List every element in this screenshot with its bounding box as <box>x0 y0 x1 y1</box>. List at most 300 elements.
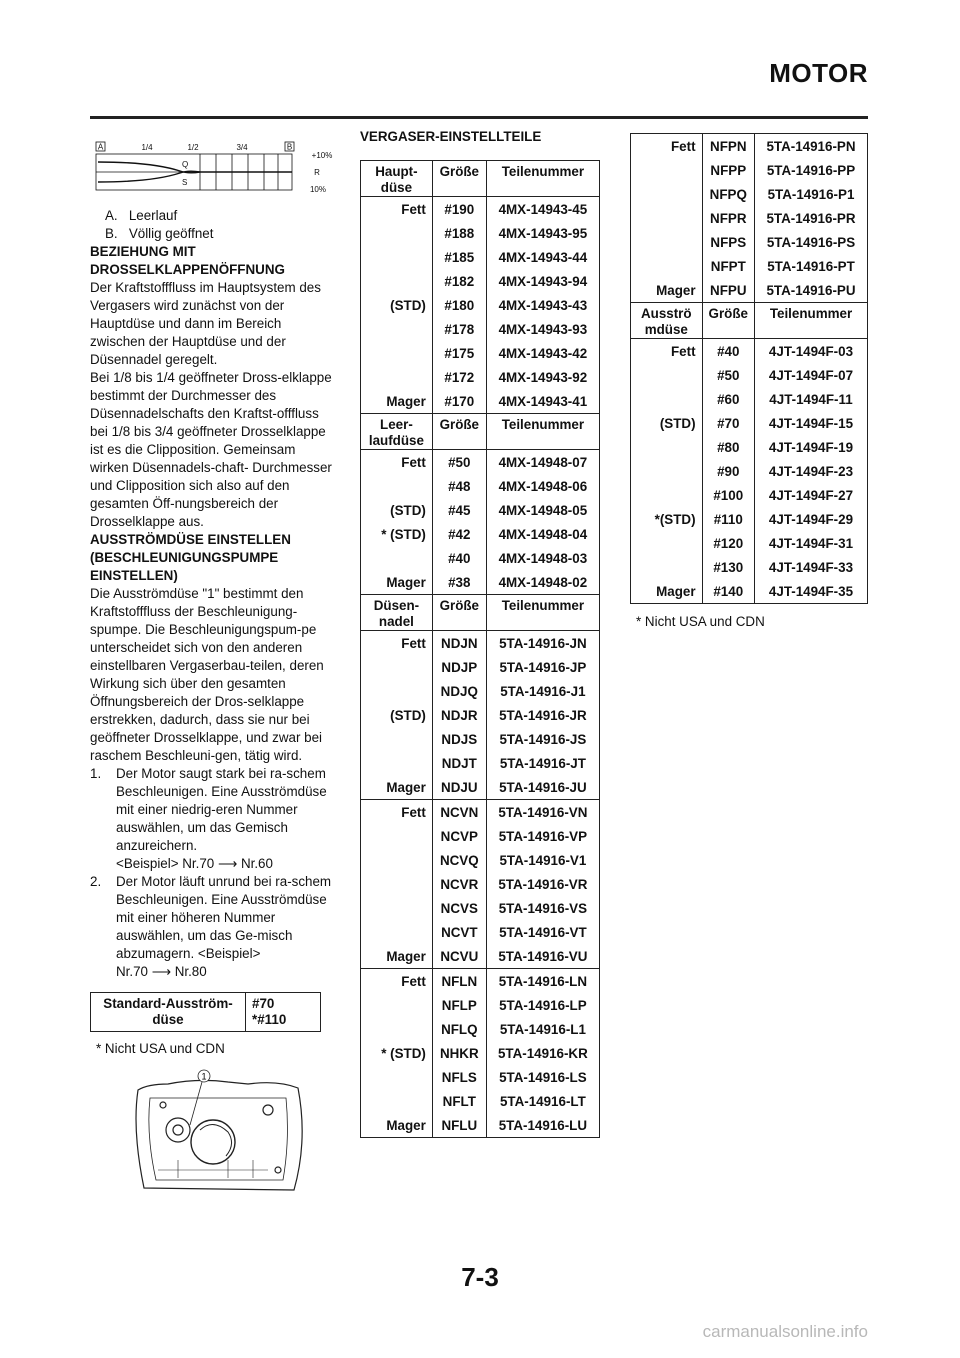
part-number-cell: 4JT-1494F-29 <box>754 507 867 531</box>
mixture-cell: Fett <box>361 450 433 475</box>
watermark: carmanualsonline.info <box>702 1322 868 1341</box>
part-number-cell: 5TA-14916-PS <box>754 230 867 254</box>
part-number-cell: 4MX-14948-05 <box>486 498 599 522</box>
part-number-cell: 4JT-1494F-23 <box>754 459 867 483</box>
callout-number: 1 <box>201 1071 207 1082</box>
header-cell: Größe <box>432 161 486 197</box>
table-header-row <box>361 595 600 631</box>
paragraph: Der Kraftstofffluss im Hauptsystem des Vergasers wird zunächst von der Hauptdüse und dann im Bereich zwischen der Hauptdüse und der Düsennadel geregelt. <box>90 280 321 367</box>
part-number-cell: 5TA-14916-PN <box>754 134 867 159</box>
header-cell: Teilenummer <box>486 161 599 197</box>
size-cell: NFPS <box>702 230 754 254</box>
table-row <box>361 993 600 1017</box>
table-row <box>361 751 600 775</box>
part-number-cell: 5TA-14916-LN <box>486 969 599 994</box>
example-text: <Beispiel> Nr.70 <box>116 856 215 871</box>
header-text: düse <box>380 180 413 195</box>
part-number-cell: 4JT-1494F-07 <box>754 363 867 387</box>
table-row <box>361 1065 600 1089</box>
mixture-cell <box>361 872 433 896</box>
mixture-cell <box>361 221 433 245</box>
table-row <box>361 546 600 570</box>
table-row <box>361 824 600 848</box>
table-row <box>631 387 868 411</box>
mixture-cell <box>361 546 433 570</box>
part-number-cell: 4MX-14948-06 <box>486 474 599 498</box>
header-cell <box>361 161 433 197</box>
size-cell: #60 <box>702 387 754 411</box>
table-row <box>361 293 600 317</box>
mixture-cell: (STD) <box>631 411 703 435</box>
jet-needle-rows <box>631 134 868 303</box>
part-number-cell: 4MX-14948-03 <box>486 546 599 570</box>
part-number-cell: 4MX-14943-42 <box>486 341 599 365</box>
list-text: Der Motor läuft unrund bei ra-schem Beschleunigen. Eine Ausströmdüse mit einer höheren Nummer auswählen, um das Ge-misch abzumagern. <Beispiel> <box>116 874 332 961</box>
part-number-cell: 5TA-14916-JP <box>486 655 599 679</box>
table-header-row <box>361 414 600 450</box>
size-cell: NFPN <box>702 134 754 159</box>
mixture-cell <box>631 483 703 507</box>
table-row <box>631 230 868 254</box>
header-text: laufdüse <box>368 433 424 448</box>
header-cell <box>361 414 433 450</box>
table-row <box>631 483 868 507</box>
mixture-cell <box>361 1089 433 1113</box>
tick-label: 3/4 <box>236 143 248 152</box>
part-number-cell: 5TA-14916-JN <box>486 631 599 656</box>
size-cell: #130 <box>702 555 754 579</box>
size-cell: NFLU <box>432 1113 486 1138</box>
page-header-title: MOTOR <box>769 58 868 88</box>
header-cell: Teilenummer <box>486 414 599 450</box>
list-number: 2. <box>90 874 102 889</box>
part-number-cell: 5TA-14916-V1 <box>486 848 599 872</box>
header-cell: Größe <box>702 303 754 339</box>
size-cell: NFLQ <box>432 1017 486 1041</box>
table-row <box>361 269 600 293</box>
cell-text: Standard-Ausström- <box>103 996 233 1011</box>
header-rule <box>90 116 868 119</box>
example-text: Nr.70 <box>116 964 149 979</box>
table-row <box>631 254 868 278</box>
size-cell: NDJS <box>432 727 486 751</box>
mixture-cell: *(STD) <box>631 507 703 531</box>
size-cell: NCVU <box>432 944 486 969</box>
mixture-cell <box>361 269 433 293</box>
example-text: Nr.80 <box>174 964 207 979</box>
size-cell: NFLN <box>432 969 486 994</box>
size-cell: NFLP <box>432 993 486 1017</box>
mixture-cell <box>631 206 703 230</box>
mixture-cell <box>631 531 703 555</box>
table-row <box>631 531 868 555</box>
list-number: 1. <box>90 766 102 781</box>
part-number-cell: 5TA-14916-JU <box>486 775 599 800</box>
heading-line: AUSSTRÖMDÜSE EINSTELLEN <box>90 532 291 547</box>
mixture-cell: Fett <box>361 197 433 222</box>
mixture-cell <box>631 230 703 254</box>
size-cell: NFLS <box>432 1065 486 1089</box>
plus-label: +10% <box>311 151 333 160</box>
header-cell <box>631 303 703 339</box>
table-row <box>361 570 600 595</box>
legend-item: A. Leerlauf <box>105 208 178 223</box>
table-row <box>631 459 868 483</box>
table-row <box>631 555 868 579</box>
table-row <box>631 158 868 182</box>
mixture-cell: Mager <box>631 579 703 604</box>
part-number-cell: 5TA-14916-JR <box>486 703 599 727</box>
cell-text: düse <box>152 1012 184 1027</box>
r-label: R <box>314 168 320 177</box>
size-cell: #185 <box>432 245 486 269</box>
size-cell: NDJR <box>432 703 486 727</box>
cell-text: #70 <box>252 996 275 1011</box>
carb-settings-table-continued <box>630 133 868 604</box>
size-cell: NCVT <box>432 920 486 944</box>
size-cell: #175 <box>432 341 486 365</box>
throttle-diagram <box>92 138 342 200</box>
mixture-cell <box>361 824 433 848</box>
table-row <box>361 800 600 825</box>
table-row <box>361 245 600 269</box>
mixture-cell: Fett <box>631 134 703 159</box>
header-cell: Größe <box>432 414 486 450</box>
part-number-cell: 4JT-1494F-31 <box>754 531 867 555</box>
part-number-cell: 5TA-14916-LT <box>486 1089 599 1113</box>
mixture-cell <box>361 993 433 1017</box>
part-number-cell: 4MX-14943-44 <box>486 245 599 269</box>
std-value-cell <box>246 993 321 1032</box>
standard-leak-jet-table <box>90 992 321 1032</box>
table-row <box>361 920 600 944</box>
part-number-cell: 5TA-14916-JS <box>486 727 599 751</box>
mixture-cell <box>361 245 433 269</box>
mixture-cell <box>361 655 433 679</box>
header-cell: Teilenummer <box>754 303 867 339</box>
size-cell: #178 <box>432 317 486 341</box>
table-row <box>361 474 600 498</box>
tick-label: 1/4 <box>141 143 153 152</box>
table-row <box>631 206 868 230</box>
size-cell: #170 <box>432 389 486 414</box>
table-row <box>361 317 600 341</box>
heading-line: EINSTELLEN) <box>90 568 178 583</box>
corner-a-label: A <box>97 142 104 152</box>
mixture-cell: Fett <box>361 800 433 825</box>
size-cell: NCVS <box>432 896 486 920</box>
size-cell: #100 <box>702 483 754 507</box>
part-number-cell: 5TA-14916-PU <box>754 278 867 303</box>
part-number-cell: 4MX-14943-92 <box>486 365 599 389</box>
size-cell: #188 <box>432 221 486 245</box>
table-row <box>361 389 600 414</box>
table-row <box>361 679 600 703</box>
mixture-cell: Fett <box>361 631 433 656</box>
table-row <box>631 579 868 604</box>
mixture-cell: Mager <box>361 1113 433 1138</box>
table-row <box>361 969 600 994</box>
size-cell: #80 <box>702 435 754 459</box>
part-number-cell: 5TA-14916-VR <box>486 872 599 896</box>
mixture-cell <box>361 474 433 498</box>
size-cell: #50 <box>432 450 486 475</box>
table-row <box>361 775 600 800</box>
header-text: Düsen- <box>373 598 420 613</box>
size-cell: NFLT <box>432 1089 486 1113</box>
part-number-cell: 5TA-14916-P1 <box>754 182 867 206</box>
mixture-cell: Mager <box>361 570 433 595</box>
part-number-cell: 5TA-14916-PR <box>754 206 867 230</box>
size-cell: NHKR <box>432 1041 486 1065</box>
table-row <box>361 703 600 727</box>
table-row <box>361 221 600 245</box>
size-cell: #50 <box>702 363 754 387</box>
mixture-cell: Mager <box>361 775 433 800</box>
heading-pump <box>90 531 335 585</box>
table-row <box>631 507 868 531</box>
table-row <box>631 363 868 387</box>
leak-jet-rows <box>631 339 868 604</box>
table-row <box>361 1041 600 1065</box>
corner-b-label: B <box>286 142 293 152</box>
table-row <box>361 1017 600 1041</box>
size-cell: NDJU <box>432 775 486 800</box>
part-number-cell: 4MX-14948-04 <box>486 522 599 546</box>
mixture-cell <box>631 459 703 483</box>
mixture-cell: Mager <box>631 278 703 303</box>
part-number-cell: 5TA-14916-LU <box>486 1113 599 1138</box>
size-cell: #172 <box>432 365 486 389</box>
mixture-cell <box>631 182 703 206</box>
part-number-cell: 5TA-14916-VU <box>486 944 599 969</box>
heading-line: DROSSELKLAPPENÖFFNUNG <box>90 262 285 277</box>
mixture-cell: (STD) <box>361 703 433 727</box>
table-row <box>361 727 600 751</box>
carb-settings-table <box>360 160 600 1138</box>
size-cell: #38 <box>432 570 486 595</box>
q-label: Q <box>182 160 189 169</box>
table-row <box>631 134 868 159</box>
arrow-right-icon: ⟶ <box>218 856 238 871</box>
part-number-cell: 4JT-1494F-15 <box>754 411 867 435</box>
header-cell: Größe <box>432 595 486 631</box>
part-number-cell: 4JT-1494F-35 <box>754 579 867 604</box>
footnote: * Nicht USA und CDN <box>636 614 765 629</box>
list-text: Der Motor saugt stark bei ra-schem Beschleunigen. Eine Ausströmdüse mit einer niedrig-eren Nummer auswählen, um das Gemisch anzureichern. <box>116 766 327 853</box>
header-text: Ausströ <box>640 306 692 321</box>
mixture-cell: Mager <box>361 944 433 969</box>
mixture-cell <box>361 1065 433 1089</box>
size-cell: #70 <box>702 411 754 435</box>
part-number-cell: 4JT-1494F-03 <box>754 339 867 364</box>
table-row <box>631 278 868 303</box>
size-cell: NDJP <box>432 655 486 679</box>
part-number-cell: 5TA-14916-VS <box>486 896 599 920</box>
part-number-cell: 5TA-14916-LS <box>486 1065 599 1089</box>
table-row <box>361 631 600 656</box>
part-number-cell: 5TA-14916-L1 <box>486 1017 599 1041</box>
size-cell: NDJN <box>432 631 486 656</box>
carb-settings-title: VERGASER-EINSTELLTEILE <box>360 129 542 144</box>
size-cell: #120 <box>702 531 754 555</box>
mixture-cell: Mager <box>361 389 433 414</box>
example-text: Nr.60 <box>240 856 273 871</box>
main-jet-rows <box>361 197 600 414</box>
mixture-cell: Fett <box>361 969 433 994</box>
heading-throttle <box>90 243 335 279</box>
header-text: Leer- <box>380 417 413 432</box>
legend-item: B. Völlig geöffnet <box>105 226 214 241</box>
size-cell: #40 <box>432 546 486 570</box>
part-number-cell: 5TA-14916-LP <box>486 993 599 1017</box>
size-cell: #140 <box>702 579 754 604</box>
mixture-cell <box>361 365 433 389</box>
mixture-cell <box>631 555 703 579</box>
size-cell: #182 <box>432 269 486 293</box>
size-cell: #180 <box>432 293 486 317</box>
table-row <box>631 339 868 364</box>
size-cell: #110 <box>702 507 754 531</box>
part-number-cell: 5TA-14916-KR <box>486 1041 599 1065</box>
part-number-cell: 5TA-14916-PT <box>754 254 867 278</box>
jet-needle-rows <box>361 631 600 1138</box>
header-text: nadel <box>378 614 414 629</box>
size-cell: NCVR <box>432 872 486 896</box>
part-number-cell: 4MX-14948-02 <box>486 570 599 595</box>
part-number-cell: 5TA-14916-VN <box>486 800 599 825</box>
part-number-cell: 4MX-14943-45 <box>486 197 599 222</box>
table-row <box>361 1089 600 1113</box>
size-cell: NFPT <box>702 254 754 278</box>
mixture-cell <box>361 848 433 872</box>
size-cell: NCVQ <box>432 848 486 872</box>
size-cell: #190 <box>432 197 486 222</box>
part-number-cell: 5TA-14916-VT <box>486 920 599 944</box>
part-number-cell: 5TA-14916-J1 <box>486 679 599 703</box>
mixture-cell <box>361 751 433 775</box>
part-number-cell: 5TA-14916-PP <box>754 158 867 182</box>
size-cell: NFPU <box>702 278 754 303</box>
carburetor-illustration <box>118 1060 318 1200</box>
part-number-cell: 4JT-1494F-27 <box>754 483 867 507</box>
table-row <box>361 848 600 872</box>
tick-label: 1/2 <box>187 143 199 152</box>
size-cell: NDJQ <box>432 679 486 703</box>
size-cell: #42 <box>432 522 486 546</box>
heading-line: (BESCHLEUNIGUNGSPUMPE <box>90 550 279 565</box>
header-cell: Teilenummer <box>486 595 599 631</box>
part-number-cell: 4JT-1494F-11 <box>754 387 867 411</box>
part-number-cell: 4MX-14948-07 <box>486 450 599 475</box>
mixture-cell <box>631 363 703 387</box>
list-item <box>90 873 335 981</box>
table-row <box>631 435 868 459</box>
table-row <box>361 197 600 222</box>
mixture-cell <box>361 1017 433 1041</box>
table-row <box>361 896 600 920</box>
mixture-cell <box>631 435 703 459</box>
table-row <box>361 944 600 969</box>
mixture-cell: (STD) <box>361 498 433 522</box>
part-number-cell: 4MX-14943-94 <box>486 269 599 293</box>
mixture-cell <box>361 317 433 341</box>
mixture-cell <box>361 896 433 920</box>
part-number-cell: 5TA-14916-JT <box>486 751 599 775</box>
table-row <box>631 182 868 206</box>
mixture-cell <box>631 254 703 278</box>
cell-text: *#110 <box>252 1012 287 1027</box>
size-cell: #45 <box>432 498 486 522</box>
size-cell: NCVN <box>432 800 486 825</box>
table-row <box>361 872 600 896</box>
table-row <box>361 522 600 546</box>
list-item <box>90 765 335 873</box>
paragraph: Die Ausströmdüse "1" bestimmt den Kraftstofffluss der Beschleunigung-spumpe. Die Beschleunigungspum-pe unterscheidet sich von den anderen einstellbaren Vergaserbau-teilen, deren Wirkung sich über den gesamten Öffnungsbereich der Dros-selklappe erstrekken, dadurch, dass sie nur bei geöffneter Drosselklappe, und zwar bei raschem Beschleuni-gen, tätig wird. <box>90 586 324 763</box>
size-cell: NCVP <box>432 824 486 848</box>
page-number: 7-3 <box>461 1262 499 1292</box>
column-left <box>90 207 335 981</box>
pilot-jet-rows <box>361 450 600 595</box>
s-label: S <box>182 178 188 187</box>
table-row <box>361 655 600 679</box>
size-cell: #40 <box>702 339 754 364</box>
mixture-cell <box>361 920 433 944</box>
mixture-cell: Fett <box>631 339 703 364</box>
ordered-list <box>90 765 335 981</box>
size-cell: NFPQ <box>702 182 754 206</box>
mixture-cell <box>361 727 433 751</box>
part-number-cell: 5TA-14916-VP <box>486 824 599 848</box>
table-row <box>361 498 600 522</box>
arrow-right-icon: ⟶ <box>151 964 171 979</box>
header-text: mdüse <box>644 322 688 337</box>
part-number-cell: 4JT-1494F-19 <box>754 435 867 459</box>
minus-label: 10% <box>309 185 327 194</box>
table-row <box>361 1113 600 1138</box>
mixture-cell <box>631 387 703 411</box>
mixture-cell: * (STD) <box>361 1041 433 1065</box>
table-header-row <box>631 303 868 339</box>
paragraph: Bei 1/8 bis 1/4 geöffneter Dross-elklappe bestimmt der Durchmesser des Düsennadelschafts den Kraftst-offfluss bei 1/8 bis 3/4 geöffneter Drosselklappe ist es die Clipposition. Gemeinsam wirken Düsennadels-chaft- Durchmesser und Clipposition sich also auf den gesamten Öff-nungsbereich der Drosselklappe aus. <box>90 370 332 529</box>
part-number-cell: 4MX-14943-95 <box>486 221 599 245</box>
table-row <box>361 450 600 475</box>
part-number-cell: 4MX-14943-93 <box>486 317 599 341</box>
table-row <box>361 365 600 389</box>
size-cell: NFPP <box>702 158 754 182</box>
mixture-cell <box>631 158 703 182</box>
header-cell <box>361 595 433 631</box>
diagram-legend <box>90 207 335 243</box>
size-cell: #90 <box>702 459 754 483</box>
size-cell: NFPR <box>702 206 754 230</box>
mixture-cell: (STD) <box>361 293 433 317</box>
table-row <box>631 411 868 435</box>
mixture-cell <box>361 341 433 365</box>
part-number-cell: 4JT-1494F-33 <box>754 555 867 579</box>
header-text: Haupt- <box>375 164 418 179</box>
part-number-cell: 4MX-14943-41 <box>486 389 599 414</box>
heading-line: BEZIEHUNG MIT <box>90 244 196 259</box>
size-cell: NDJT <box>432 751 486 775</box>
size-cell: #48 <box>432 474 486 498</box>
mixture-cell <box>361 679 433 703</box>
part-number-cell: 4MX-14943-43 <box>486 293 599 317</box>
mixture-cell: * (STD) <box>361 522 433 546</box>
table-row <box>361 341 600 365</box>
std-label-cell <box>91 993 246 1032</box>
footnote: * Nicht USA und CDN <box>96 1041 225 1056</box>
